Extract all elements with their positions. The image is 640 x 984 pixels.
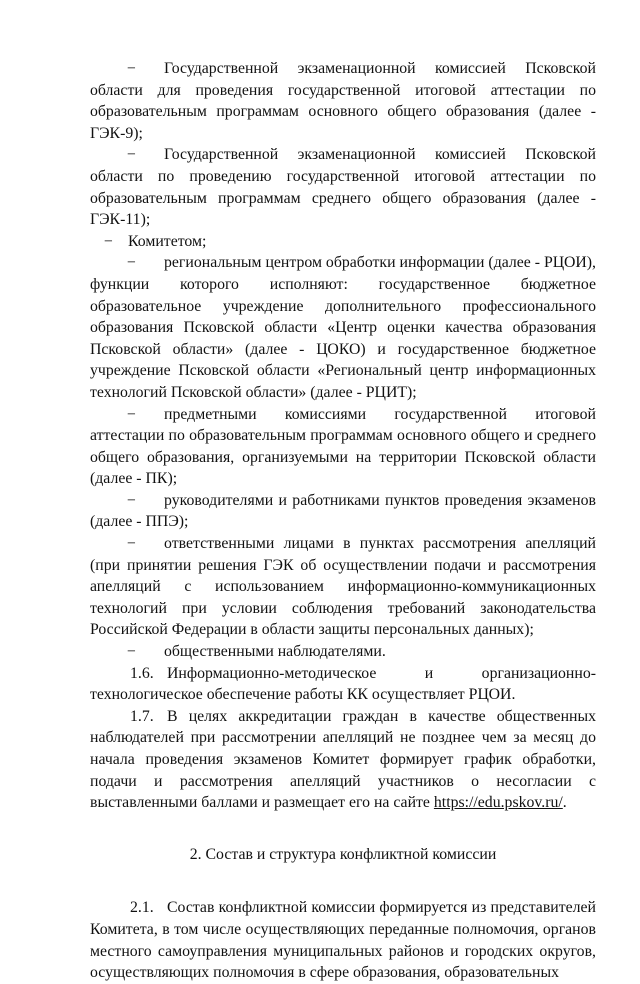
list-item-text: Государственной экзаменационной комиссией Псковской области по проведению государственной итоговой аттестации по образовательным программам среднего общего образования (далее - ГЭК-11);: [90, 146, 596, 229]
list-item-text: общественными наблюдателями.: [164, 643, 386, 661]
paragraph-text: Состав конфликтной комиссии формируется из представителей Комитета, в том числе осуществляющих переданные полномочия, органов местного самоуправления муниципальных районов и городских округов, осуществляющих полномочия в сфере образования, образовательных: [90, 899, 596, 982]
paragraph-number: 1.6.: [130, 664, 154, 682]
list-item-ppe: [90, 490, 596, 533]
paragraph-text-end: .: [562, 794, 567, 812]
list-dash: −: [127, 491, 136, 509]
paragraph-text: Информационно-методическое и организационно-технологическое обеспечение работы КК осуществляет РЦОИ.: [90, 664, 596, 704]
document-body: [90, 58, 596, 984]
list-item-committee: [90, 231, 596, 253]
list-item-text: предметными комиссиями государственной итоговой аттестации по образовательным программам основного общего и среднего общего образования, организуемыми на территории Псковской области (далее - ПК);: [90, 405, 596, 488]
paragraph-2-1: [90, 897, 596, 983]
section-heading: 2. Состав и структура конфликтной комиссии: [189, 845, 497, 863]
list-dash: −: [127, 405, 136, 423]
paragraph-1-6: [90, 663, 596, 706]
list-item-appeal-persons: [90, 533, 596, 641]
list-item-observers: [90, 641, 596, 663]
list-item-gek9: [90, 58, 596, 144]
list-item-pk: [90, 404, 596, 490]
list-dash: −: [127, 254, 136, 272]
list-item-text: Государственной экзаменационной комиссией Псковской области для проведения государственной итоговой аттестации по образовательным программам основного общего образования (далее - ГЭК-9);: [90, 60, 596, 142]
paragraph-1-7: [90, 706, 596, 814]
list-dash: −: [127, 146, 136, 164]
list-dash: −: [127, 60, 136, 77]
list-dash: −: [127, 535, 136, 553]
paragraph-text: В целях аккредитации граждан в качестве общественных наблюдателей при рассмотрении апелляций не позднее чем за месяц до начала проведения экзаменов Комитет формирует график обработки, подачи и рассмотрения апелляций участников о несогласии с выставленными баллами и размещает его на сайте: [90, 707, 596, 812]
list-item-text: региональным центром обработки информации (далее - РЦОИ), функции которого исполняют: государственное бюджетное образовательное учреждение дополнительного профессионального образования Псковской области «Центр оценки качества образования Псковской области» (далее - ЦОКО) и государственное бюджетное учреждение Псковской области «Региональный центр информационных технологий Псковской области» (далее - РЦИТ);: [90, 254, 596, 401]
list-item-text: руководителями и работниками пунктов проведения экзаменов (далее - ППЭ);: [90, 491, 596, 531]
edu-pskov-link[interactable]: https://edu.pskov.ru/: [433, 794, 563, 812]
list-item-text: Комитетом;: [128, 232, 207, 250]
paragraph-number: 2.1.: [130, 899, 154, 917]
list-dash: −: [127, 643, 136, 661]
list-item-gek11: [90, 144, 596, 230]
list-item-text: ответственными лицами в пунктах рассмотрения апелляций (при принятии решения ГЭК об осуществлении подачи и рассмотрения апелляций с использованием информационно-коммуникационных технологий при условии соблюдения требований законодательства Российской Федерации в области защиты персональных данных);: [90, 535, 596, 639]
list-item-rcoi: [90, 252, 596, 403]
list-dash: −: [104, 232, 113, 250]
paragraph-number: 1.7.: [130, 707, 154, 725]
